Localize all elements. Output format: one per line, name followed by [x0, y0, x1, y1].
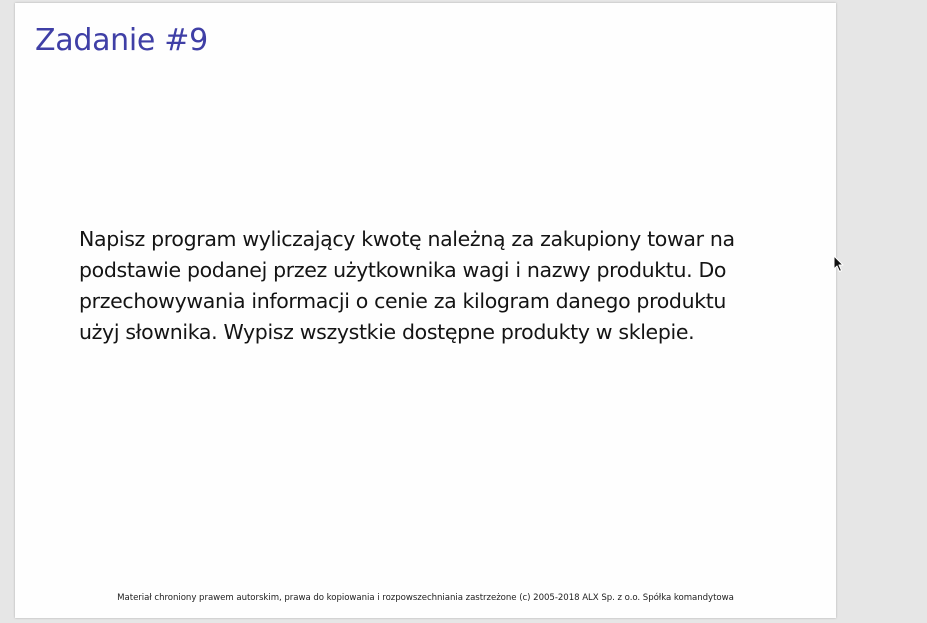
slide-body-line: przechowywania informacji o cenie za kilogram danego produktu — [79, 289, 727, 313]
copyright-footer: Materiał chroniony prawem autorskim, prawa do kopiowania i rozpowszechniania zastrzeżone (c) 2005-2018 ALX Sp. z o.o. Spółka komandytowa — [117, 593, 734, 603]
slide-body-line: użyj słownika. Wypisz wszystkie dostępne produkty w sklepie. — [79, 320, 695, 344]
slide-body — [79, 224, 779, 348]
slide-body-line: Napisz program wyliczający kwotę należną za zakupiony towar na — [79, 227, 735, 251]
slide — [15, 3, 836, 618]
slide-body-line: podstawie podanej przez użytkownika wagi i nazwy produktu. Do — [79, 258, 727, 282]
slide-title: Zadanie #9 — [35, 23, 208, 58]
mouse-pointer-icon — [833, 255, 845, 273]
